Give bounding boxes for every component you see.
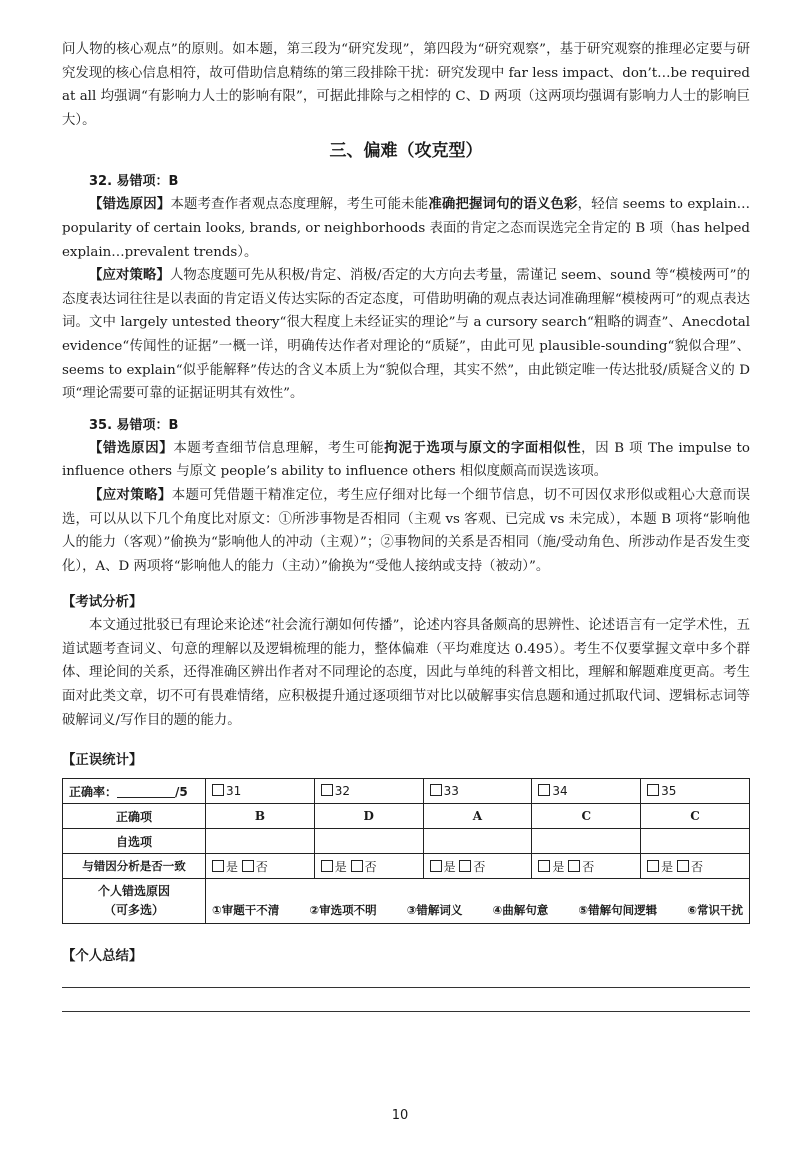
- question-checkbox[interactable]: [430, 784, 442, 796]
- q35-strategy-tag: 【应对策略】: [89, 487, 172, 503]
- yes-checkbox[interactable]: [430, 860, 442, 872]
- q32-reason: [62, 193, 750, 264]
- personal-label: 个人错选原因: [97, 884, 170, 899]
- summary-line[interactable]: [62, 1010, 750, 1012]
- yes-label: 是: [334, 859, 347, 874]
- accuracy-input[interactable]: [117, 785, 175, 798]
- no-checkbox[interactable]: [677, 860, 689, 872]
- question-number: 34: [552, 784, 568, 799]
- no-label: 否: [364, 859, 377, 874]
- no-label: 否: [255, 859, 268, 874]
- yes-checkbox[interactable]: [538, 860, 550, 872]
- consistent-cell: [206, 854, 315, 879]
- self-answer-cell[interactable]: [641, 829, 750, 854]
- consistent-cell: [532, 854, 641, 879]
- yes-label: 是: [661, 859, 674, 874]
- correct-answer: B: [206, 804, 315, 829]
- yes-label: 是: [226, 859, 239, 874]
- no-checkbox[interactable]: [568, 860, 580, 872]
- correct-answer: A: [423, 804, 532, 829]
- reason-list: [212, 902, 743, 918]
- accuracy-cell: [63, 779, 206, 804]
- self-answer-cell[interactable]: [532, 829, 641, 854]
- reason-option[interactable]: ①审题干不清: [212, 903, 280, 918]
- correct-answer: C: [641, 804, 750, 829]
- q35-strategy: [62, 484, 750, 578]
- no-label: 否: [473, 859, 486, 874]
- personal-reasons-cell: [206, 879, 750, 924]
- question-cell: [314, 779, 423, 804]
- accuracy-suffix: /5: [175, 784, 188, 799]
- personal-label-cell: [63, 879, 206, 924]
- no-checkbox[interactable]: [242, 860, 254, 872]
- question-checkbox[interactable]: [321, 784, 333, 796]
- q35-reason-em: 拘泥于选项与原文的字面相似性: [384, 440, 582, 456]
- yes-label: 是: [552, 859, 565, 874]
- consistent-cell: [423, 854, 532, 879]
- reason-option[interactable]: ③错解词义: [406, 903, 463, 918]
- q35-reason-a: 本题考查细节信息理解，考生可能: [173, 440, 385, 456]
- q32-strategy: [62, 264, 750, 406]
- page-content: [62, 38, 750, 1012]
- self-answer-cell[interactable]: [314, 829, 423, 854]
- analysis-text: 本文通过批驳已有理论来论述“社会流行潮如何传播”，论述内容具备颇高的思辨性、论述语言有一定学术性，五道试题考查词义、句意的理解以及逻辑梳理的能力，整体偏难（平均难度达 0.495）。考生不仅要掌握文章中多个群体、理论间的关系，还得准确区辨出作者对不同理论的态度，因此与单纯的科普文相比，理解和解题难度更高。考生面对此类文章，切不可有畏难情绪，应积极提升通过逐项细节对比以破解事实信息题和通过抓取代词、逻辑标志词等破解词义/写作目的题的能力。: [62, 618, 750, 728]
- no-label: 否: [582, 859, 595, 874]
- question-checkbox[interactable]: [538, 784, 550, 796]
- yes-checkbox[interactable]: [212, 860, 224, 872]
- personal-label-note: （可多选）: [103, 903, 164, 918]
- correct-label: 正确项: [63, 804, 206, 829]
- q32-strategy-text: 人物态度题可先从积极/肯定、消极/否定的大方向去考量，需谨记 seem、sound 等“模棱两可”的态度表达词往往是以表面的肯定语义传达实际的否定态度，可借助明确的观点表达词准确理解“模棱两可”的观点表达词。文中 largely untested theory“很大程度上未经证实的理论”与 a cursory search“粗略的调查”、Anecdotal evidence“传闻性的证据”一概一详，明确传达作者对理论的“质疑”，由此可见 plausible-sounding“貌似合理”、seems to explain“似乎能解释”传达的含义本质上为“貌似合理，其实不然”，由此锁定唯一传达批驳/质疑含义的 D 项“理论需要可靠的证据证明其有效性”。: [62, 268, 751, 402]
- question-cell: [423, 779, 532, 804]
- consistent-cell: [641, 854, 750, 879]
- yes-checkbox[interactable]: [647, 860, 659, 872]
- q32-reason-a: 本题考查作者观点态度理解，考生可能未能: [170, 197, 429, 213]
- q32-heading: 32. 易错项：B: [89, 174, 179, 190]
- section-title: 三、偏难（攻克型）: [329, 141, 483, 162]
- no-checkbox[interactable]: [459, 860, 471, 872]
- question-number: 31: [226, 784, 242, 799]
- consistent-cell: [314, 854, 423, 879]
- reason-option[interactable]: ②审选项不明: [309, 903, 377, 918]
- question-number: 32: [334, 784, 351, 799]
- question-checkbox[interactable]: [212, 784, 224, 796]
- stats-row-personal: [63, 879, 750, 924]
- reason-option[interactable]: ⑥常识干扰: [687, 903, 743, 918]
- stats-row-accuracy: [63, 779, 750, 804]
- reason-option[interactable]: ④曲解句意: [492, 903, 549, 918]
- q32-reason-tag: 【错选原因】: [89, 197, 171, 213]
- stats-row-correct: [63, 804, 750, 829]
- question-cell: [641, 779, 750, 804]
- question-number: 33: [443, 784, 459, 799]
- stats-row-consistent: [63, 854, 750, 879]
- q35-reason: [62, 437, 750, 484]
- page-number: 10: [391, 1108, 409, 1123]
- analysis-title: 【考试分析】: [62, 595, 143, 611]
- correct-answer: C: [532, 804, 641, 829]
- no-checkbox[interactable]: [351, 860, 363, 872]
- self-answer-cell[interactable]: [206, 829, 315, 854]
- question-cell: [532, 779, 641, 804]
- q35-heading: 35. 易错项：B: [89, 417, 179, 433]
- stats-table: [62, 778, 750, 924]
- q32-strategy-tag: 【应对策略】: [89, 268, 170, 284]
- correct-answer: D: [314, 804, 423, 829]
- self-answer-cell[interactable]: [423, 829, 532, 854]
- yes-checkbox[interactable]: [321, 860, 333, 872]
- consistent-label: 与错因分析是否一致: [63, 854, 206, 879]
- q32-reason-em: 准确把握词句的语义色彩: [428, 197, 578, 213]
- reason-option[interactable]: ⑤错解句间逻辑: [578, 903, 658, 918]
- stats-title: 【正误统计】: [62, 753, 143, 769]
- q35-reason-tag: 【错选原因】: [89, 440, 174, 456]
- question-checkbox[interactable]: [647, 784, 659, 796]
- summary-title: 【个人总结】: [62, 949, 143, 965]
- question-cell: [206, 779, 315, 804]
- question-number: 35: [661, 784, 677, 799]
- accuracy-label: 正确率：: [69, 784, 118, 799]
- yes-label: 是: [443, 859, 456, 874]
- no-label: 否: [690, 859, 703, 874]
- intro-paragraph: 问人物的核心观点”的原则。如本题，第三段为“研究发现”，第四段为“研究观察”，基于研究观察的推理必定要与研究发现的核心信息相符，故可借助信息精练的第三段排除干扰：研究发现中 far less impact、don’t…be required at all 均强调“有影响力人士的影响有限”，可据此排除与之相悖的 C、D 两项（这两项均强调有影响力人士的影响巨大）。: [62, 42, 750, 128]
- q35-reason-b: ，因 B 项 The impulse to influence others 与原文 people’s ability to influence others 相似度颇高而误选该项。: [62, 440, 750, 480]
- stats-row-self: [63, 829, 750, 854]
- self-label: 自选项: [63, 829, 206, 854]
- q32-reason-b: ，轻信 seems to explain…popularity of certain looks, brands, or neighborhoods 表面的肯定之态而误选完全肯定的 B 项（has helped explain…prevalent trends）。: [62, 197, 751, 260]
- q35-strategy-text: 本题可凭借题干精准定位，考生应仔细对比每一个细节信息，切不可因仅求形似或粗心大意而误选，可以从以下几个角度比对原文：①所涉事物是否相同（主观 vs 客观、已完成 vs 未完成），本题 B 项将“影响他人的能力（客观）”偷换为“影响他人的冲动（主观）”；②事物间的关系是否相同（施/受动角色、所涉动作是否发生变化），A、D 两项将“影响他人的能力（主动）”偷换为“受他人接纳或支持（被动）”。: [62, 487, 751, 574]
